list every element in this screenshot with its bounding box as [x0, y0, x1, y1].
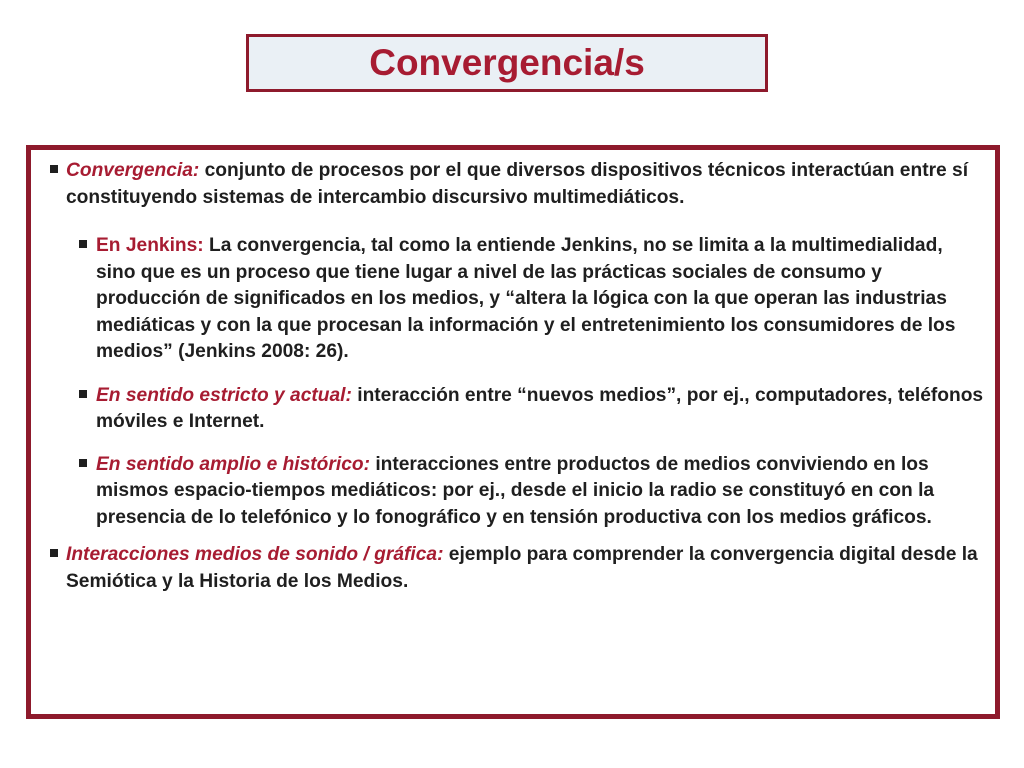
square-bullet-icon	[50, 549, 58, 557]
bullet-term: Convergencia:	[66, 160, 200, 181]
bullet-list	[41, 158, 985, 595]
title-box	[246, 34, 768, 92]
bullet-text: La convergencia, tal como la entiende Jenkins, no se limita a la multimedialidad, sino que es un proceso que tiene lugar a nivel de las prácticas sociales de consumo y producción de significados en los medios, y “altera la lógica con la que operan las industrias mediáticas y con la que procesan la información y el entretenimiento los consumidores de los medios” (Jenkins 2008: 26).	[96, 235, 956, 362]
bullet-text: interacciones entre productos de medios conviviendo en los mismos espacio-tiempos mediáticos: por ej., desde el inicio la radio se constituyó en con la presencia de lo telefónico y lo fonográfico y en tensión productiva con los medios gráficos.	[96, 453, 935, 528]
bullet-term: En sentido estricto y actual:	[96, 384, 352, 406]
slide-title: Convergencia/s	[369, 42, 645, 83]
bullet-item-jenkins	[41, 233, 985, 366]
bullet-term: En sentido amplio e histórico:	[96, 453, 370, 475]
bullet-item-estricto	[41, 383, 985, 436]
content-box	[26, 145, 1000, 719]
bullet-item-interacciones	[41, 542, 985, 595]
bullet-text: ejemplo para comprender la convergencia digital desde la Semiótica y la Historia de los Medios.	[66, 544, 978, 592]
square-bullet-icon	[79, 240, 87, 248]
bullet-text: interacción entre “nuevos medios”, por ej., computadores, teléfonos móviles e Internet.	[96, 384, 984, 432]
bullet-term: Interacciones medios de sonido / gráfica:	[66, 544, 444, 565]
square-bullet-icon	[79, 459, 87, 467]
square-bullet-icon	[79, 390, 87, 398]
bullet-term: En Jenkins:	[96, 235, 204, 256]
square-bullet-icon	[50, 165, 58, 173]
bullet-item-amplio	[41, 452, 985, 532]
bullet-text: conjunto de procesos por el que diversos dispositivos técnicos interactúan entre sí constituyendo sistemas de intercambio discursivo multimediáticos.	[66, 160, 969, 208]
bullet-item-convergencia	[41, 158, 985, 211]
